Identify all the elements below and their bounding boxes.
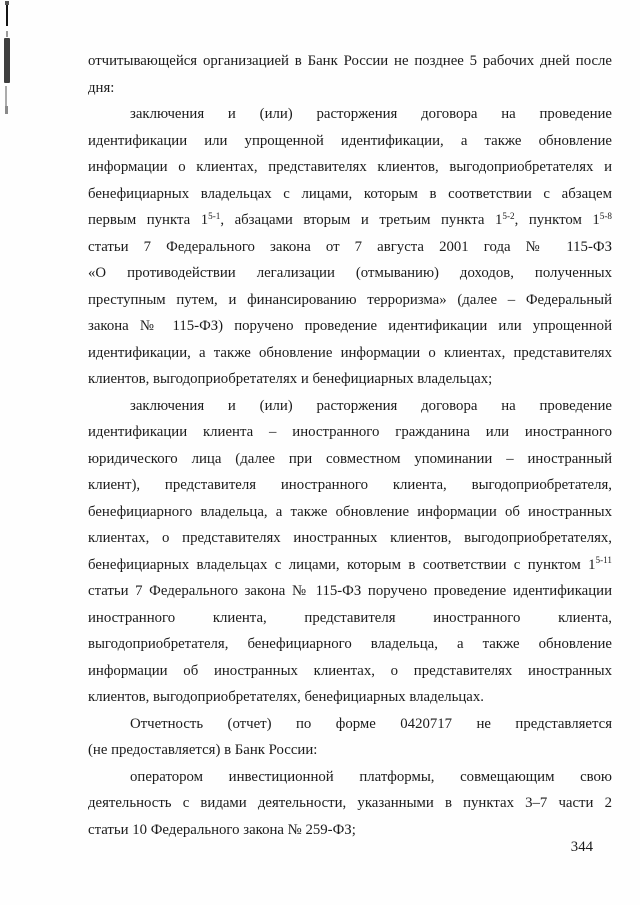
text-line: клиентов, выгодоприобретателях, бенефициарных владельцах. (88, 689, 484, 705)
text-line: оператором инвестиционной платформы, совмещающим свою (130, 768, 612, 785)
text-line: закона № 115-ФЗ) поручено проведение идентификации или упрощенной (88, 318, 612, 334)
text-line: деятельность с видами деятельности, указанными в пунктах 3–7 части 2 (88, 795, 612, 811)
text-line: отчитывающейся организацией в Банк России не позднее 5 рабочих дней после (88, 53, 612, 69)
superscript-reference: 5-2 (502, 210, 515, 221)
text-line: идентификации, а также обновление информации о клиентах, представителях (88, 344, 612, 361)
scan-artifact-4 (5, 86, 7, 107)
text-line: бенефициарного владельца, а также обновление информации об иностранных (88, 503, 612, 520)
superscript-reference: 5-8 (599, 210, 612, 221)
superscript-reference: 5-1 (208, 210, 221, 221)
text-line: иностранного клиента, представителя иностранного клиента, (88, 609, 612, 626)
text-line: дня: (88, 79, 115, 96)
text-line: клиент), представителя иностранного клиента, выгодоприобретателя, (88, 477, 612, 493)
text-line: идентификации или упрощенной идентификации, а также обновление (88, 132, 612, 149)
text-line: статьи 7 Федерального закона от 7 августа 2001 года № 115-ФЗ (88, 238, 612, 255)
scan-artifact-1 (6, 2, 8, 26)
text-line: первым пункта 1$^{5-1}$, абзацами вторым и третьим пункта 1$^{5-2}$, пунктом 1$^{5-8}$ (88, 210, 612, 228)
text-line: бенефициарных владельцах с лицами, которым в соответствии с абзацем (88, 185, 612, 202)
text-line: «О противодействии легализации (отмыванию) доходов, полученных (88, 265, 612, 281)
text-line: статьи 10 Федерального закона № 259-ФЗ; (88, 821, 356, 838)
text-line: Отчетность (отчет) по форме 0420717 не представляется (130, 715, 612, 732)
scan-artifact-2 (6, 31, 8, 37)
text-line: заключения и (или) расторжения договора на проведение (130, 397, 612, 414)
text-line: клиентах, о представителях иностранных клиентов, выгодоприобретателях, (88, 530, 612, 546)
text-line: выгодоприобретателя, бенефициарного владельца, а также обновление (88, 636, 612, 652)
page-number: 344 (570, 839, 593, 855)
text-line: информации об иностранных клиентах, о представителях иностранных (88, 662, 612, 679)
text-line: юридического лица (далее при совместном упоминании – иностранный (88, 450, 612, 467)
scan-artifact-5 (5, 106, 8, 114)
text-line: (не предоставляется) в Банк России: (88, 742, 318, 758)
text-line: заключения и (или) расторжения договора на проведение (130, 106, 612, 122)
superscript-reference: 5-11 (595, 555, 612, 566)
text-line: преступным путем, и финансированию терроризма» (далее – Федеральный (88, 291, 612, 308)
text-line: идентификации клиента – иностранного гражданина или иностранного (88, 424, 612, 440)
scan-artifact-1-cap (5, 1, 9, 5)
text-line: клиентов, выгодоприобретателях и бенефициарных владельцах; (88, 371, 493, 387)
text-line: бенефициарных владельцах с лицами, которым в соответствии с пунктом 1$^{5-11}$ (88, 555, 612, 573)
text-line: информации о клиентах, представителях клиентов, выгодоприобретателях и (88, 159, 612, 175)
text-line: статьи 7 Федерального закона № 115-ФЗ поручено проведение идентификации (88, 583, 612, 599)
document-body (88, 48, 612, 843)
scan-artifact-3 (4, 38, 10, 83)
